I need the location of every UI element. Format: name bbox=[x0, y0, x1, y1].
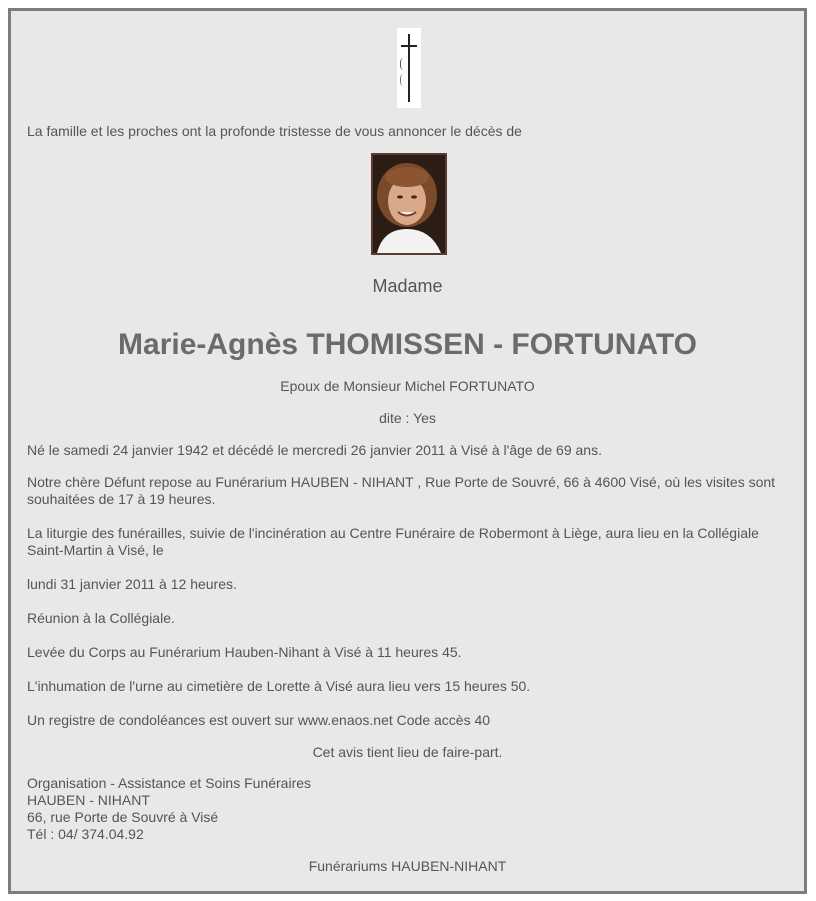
deceased-name: Marie-Agnès THOMISSEN - FORTUNATO bbox=[118, 328, 697, 361]
intro-text: La famille et les proches ont la profonde tristesse de vous annoncer le décès de bbox=[27, 123, 522, 139]
meeting-line: Réunion à la Collégiale. bbox=[27, 610, 175, 626]
cross-icon bbox=[397, 28, 421, 108]
footer-text: Funérariums HAUBEN-NIHANT bbox=[308, 858, 507, 874]
organisation-line-2: HAUBEN - NIHANT bbox=[27, 792, 150, 808]
notice-line: Cet avis tient lieu de faire-part. bbox=[312, 744, 503, 760]
alias-line: dite : Yes bbox=[379, 410, 436, 426]
honorific: Madame bbox=[372, 276, 443, 296]
obituary-card bbox=[8, 8, 807, 894]
portrait-photo bbox=[371, 153, 447, 255]
organisation-address: 66, rue Porte de Souvré à Visé bbox=[27, 809, 219, 825]
ceremony-date: lundi 31 janvier 2011 à 12 heures. bbox=[27, 576, 237, 592]
inhumation-line: L'inhumation de l'urne au cimetière de Lorette à Visé aura lieu vers 15 heures 50. bbox=[27, 678, 531, 694]
dates-line: Né le samedi 24 janvier 1942 et décédé le mercredi 26 janvier 2011 à Visé à l'âge de 69 ans. bbox=[27, 442, 602, 458]
rest-paragraph: Notre chère Défunt repose au Funérarium HAUBEN - NIHANT , Rue Porte de Souvré, 66 à 4600 Visé, où les visites sont souhaitées de 17 à 19 heures. bbox=[27, 474, 776, 507]
levee-line: Levée du Corps au Funérarium Hauben-Nihant à Visé à 11 heures 45. bbox=[27, 644, 462, 660]
organisation-phone: Tél : 04/ 374.04.92 bbox=[27, 826, 144, 842]
liturgy-paragraph: La liturgie des funérailles, suivie de l'incinération au Centre Funéraire de Robermont à Liège, aura lieu en la Collégiale Saint-Martin à Visé, le bbox=[27, 525, 759, 558]
spouse-line: Epoux de Monsieur Michel FORTUNATO bbox=[280, 378, 535, 394]
organisation-line-1: Organisation - Assistance et Soins Funéraires bbox=[27, 775, 312, 791]
register-line: Un registre de condoléances est ouvert sur www.enaos.net Code accès 40 bbox=[27, 712, 491, 728]
